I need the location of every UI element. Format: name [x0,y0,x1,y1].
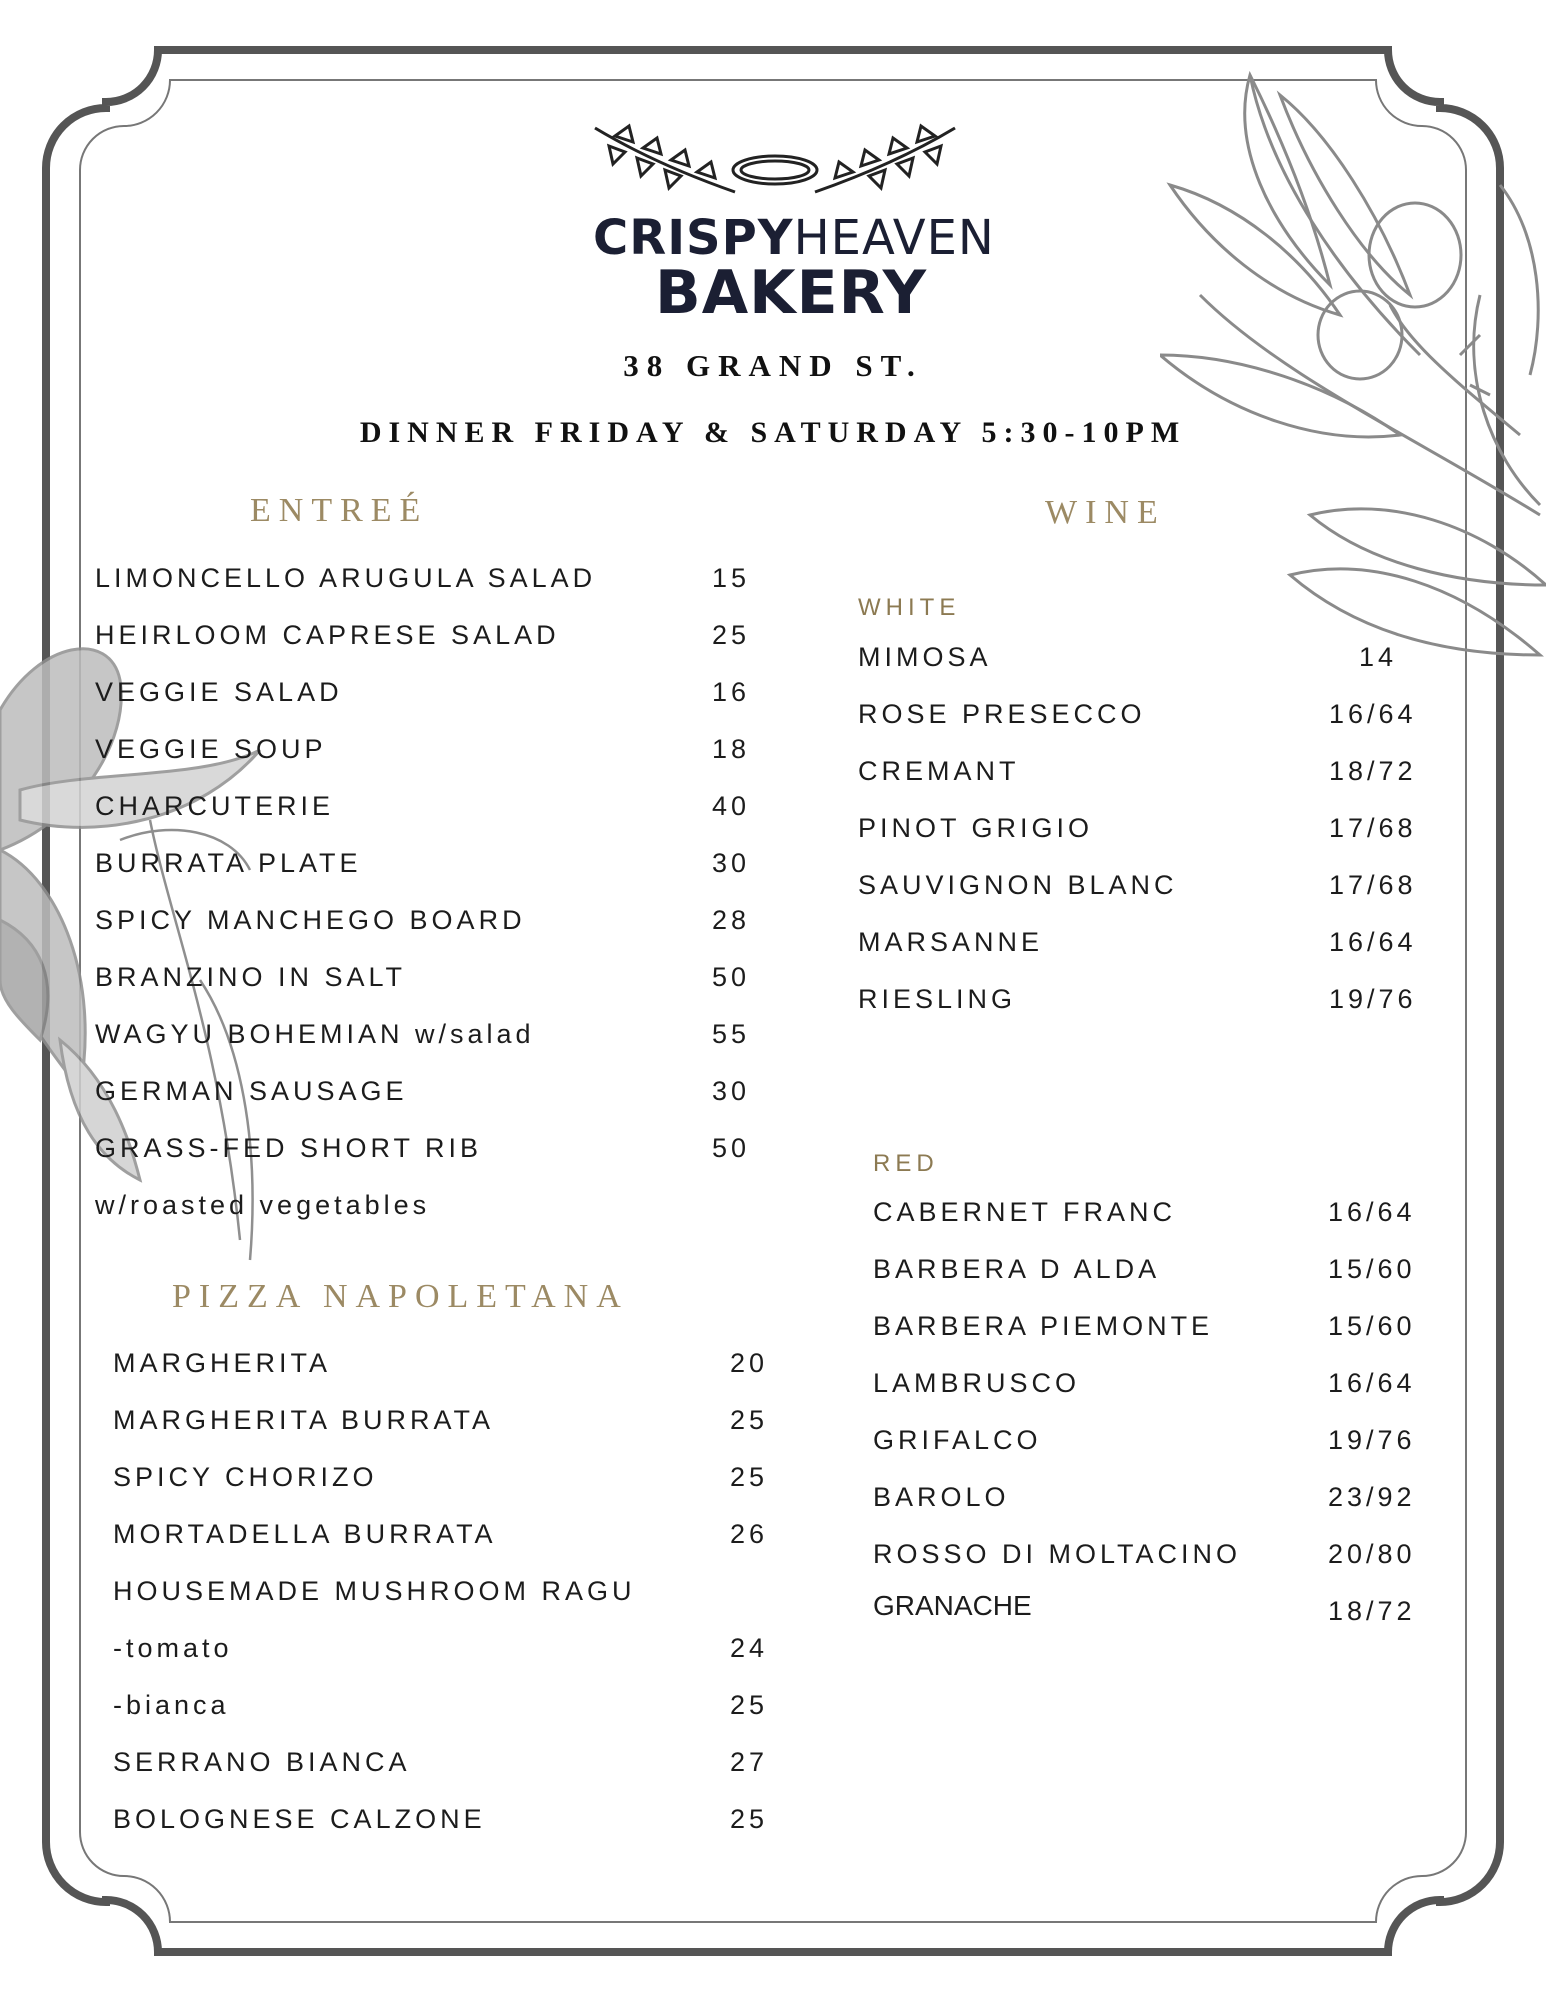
menu-item-price: 25 [730,1462,769,1492]
entree-heading: ENTREÉ [250,492,429,529]
menu-item-name: HEIRLOOM CAPRESE SALAD [95,620,560,650]
menu-item-price: 27 [730,1747,769,1777]
menu-item [858,870,1458,910]
menu-item-name: MORTADELLA BURRATA [113,1519,497,1549]
menu-item [873,1425,1473,1465]
menu-item-price: 18 [712,734,751,764]
menu-item [95,620,751,660]
menu-item-price: 24 [730,1633,769,1663]
logo-word-crispy: CRISPY [593,210,794,266]
menu-item [873,1368,1473,1408]
white-wine-heading: WHITE [858,594,961,621]
menu-item-price: 25 [730,1690,769,1720]
menu-item-name: GRASS-FED SHORT RIB [95,1133,483,1163]
menu-item [858,984,1458,1024]
menu-item [113,1690,769,1730]
menu-item [858,813,1458,853]
menu-item-price: 14 [1359,642,1398,672]
menu-item-name: MARGHERITA [113,1348,332,1378]
wine-heading: WINE [1045,494,1166,531]
address: 38 GRAND ST. [623,348,923,383]
menu-item [113,1348,769,1388]
menu-item-price: 50 [712,1133,751,1163]
menu-item-name: SPICY MANCHEGO BOARD [95,905,526,935]
menu-item-price: 19/76 [1329,984,1417,1014]
menu-item-price: 17/68 [1329,813,1417,843]
menu-item-name: w/roasted vegetables [95,1190,431,1220]
menu-item-name: BARBERA D ALDA [873,1254,1161,1284]
menu-item [113,1462,769,1502]
wheat-halo-icon [585,118,965,214]
menu-item-name: VEGGIE SOUP [95,734,327,764]
menu-item [873,1311,1473,1351]
menu-item-price: 25 [730,1804,769,1834]
menu-item [95,905,751,945]
menu-item [95,1076,751,1116]
menu-item-price: 18/72 [1329,756,1417,786]
menu-item [873,1197,1473,1237]
menu-item [95,1019,751,1059]
menu-item-price: 55 [712,1019,751,1049]
menu-item-name: MIMOSA [858,642,992,672]
menu-item-price: 20 [730,1348,769,1378]
menu-item-price: 26 [730,1519,769,1549]
menu-item-name: CREMANT [858,756,1020,786]
menu-item-price: 17/68 [1329,870,1417,900]
dinner-hours: DINNER FRIDAY & SATURDAY 5:30-10PM [359,416,1187,449]
bakery-logo [585,118,995,328]
red-wine-heading: RED [873,1150,939,1177]
menu-item-name: ROSSO DI MOLTACINO [873,1539,1242,1569]
flower-illustration [0,620,300,1280]
menu-item-price: 50 [712,962,751,992]
pizza-heading: PIZZA NAPOLETANA [172,1278,629,1315]
menu-item-price: 20/80 [1328,1539,1416,1569]
menu-item-price: 40 [712,791,751,821]
menu-item [113,1804,769,1844]
menu-item [95,677,751,717]
menu-item-price: 19/76 [1328,1425,1416,1455]
menu-item-name: BARBERA PIEMONTE [873,1311,1214,1341]
menu-item [113,1519,769,1559]
menu-item [113,1576,713,1616]
menu-item [95,1133,751,1173]
menu-item-name: PINOT GRIGIO [858,813,1094,843]
menu-item-price: 23/92 [1328,1482,1416,1512]
menu-item-price: 16/64 [1329,927,1417,957]
menu-item-name: BOLOGNESE CALZONE [113,1804,486,1834]
menu-item-price: 16/64 [1329,699,1417,729]
menu-item-name: SPICY CHORIZO [113,1462,378,1492]
menu-item-price: 30 [712,848,751,878]
menu-item-name: HOUSEMADE MUSHROOM RAGU [113,1576,636,1606]
menu-item-name: RIESLING [858,984,1017,1014]
menu-item-name: MARGHERITA BURRATA [113,1405,495,1435]
menu-item-name: SAUVIGNON BLANC [858,870,1178,900]
menu-item [858,642,1458,682]
menu-item [873,1482,1473,1522]
menu-item-price: 16/64 [1328,1197,1416,1227]
menu-item-price: 30 [712,1076,751,1106]
menu-item [95,791,751,831]
menu-item-name: LAMBRUSCO [873,1368,1081,1398]
logo-word-heaven: HEAVEN [793,210,995,266]
menu-item-name: GRANACHE [873,1590,1032,1621]
menu-item-name: CHARCUTERIE [95,791,335,821]
menu-item-name: ROSE PRESECCO [858,699,1146,729]
menu-item [858,756,1458,796]
menu-item-name: VEGGIE SALAD [95,677,343,707]
menu-item [95,962,751,1002]
menu-item-name: WAGYU BOHEMIAN w/salad [95,1019,535,1049]
menu-item-name: CABERNET FRANC [873,1197,1177,1227]
menu-item [113,1747,769,1787]
menu-item-price: 25 [712,620,751,650]
menu-item-price: 25 [730,1405,769,1435]
menu-item [95,734,751,774]
menu-item [113,1405,769,1445]
menu-item-price: 18/72 [1328,1596,1416,1626]
menu-item-name: SERRANO BIANCA [113,1747,411,1777]
menu-item [858,927,1458,967]
menu-item [873,1254,1473,1294]
menu-item-price: 16/64 [1328,1368,1416,1398]
menu-item-name: GRIFALCO [873,1425,1042,1455]
menu-item-name: GERMAN SAUSAGE [95,1076,408,1106]
menu-item-price: 15 [712,563,751,593]
menu-item-name: BAROLO [873,1482,1010,1512]
menu-item [873,1539,1473,1579]
menu-item-price: 15/60 [1328,1311,1416,1341]
menu-item-name: LIMONCELLO ARUGULA SALAD [95,563,597,593]
menu-item [95,848,751,888]
menu-item [858,699,1458,739]
menu-item [873,1590,1473,1636]
menu-item-price: 16 [712,677,751,707]
menu-item [95,563,751,603]
menu-item-price: 15/60 [1328,1254,1416,1284]
menu-item-name: -bianca [113,1690,230,1720]
menu-item-name: -tomato [113,1633,233,1663]
menu-item-price: 28 [712,905,751,935]
logo-word-bakery: BAKERY [655,258,928,328]
menu-item [113,1633,769,1673]
menu-item [95,1190,695,1230]
menu-item-name: BRANZINO IN SALT [95,962,407,992]
menu-item-name: MARSANNE [858,927,1044,957]
menu-item-name: BURRATA PLATE [95,848,362,878]
